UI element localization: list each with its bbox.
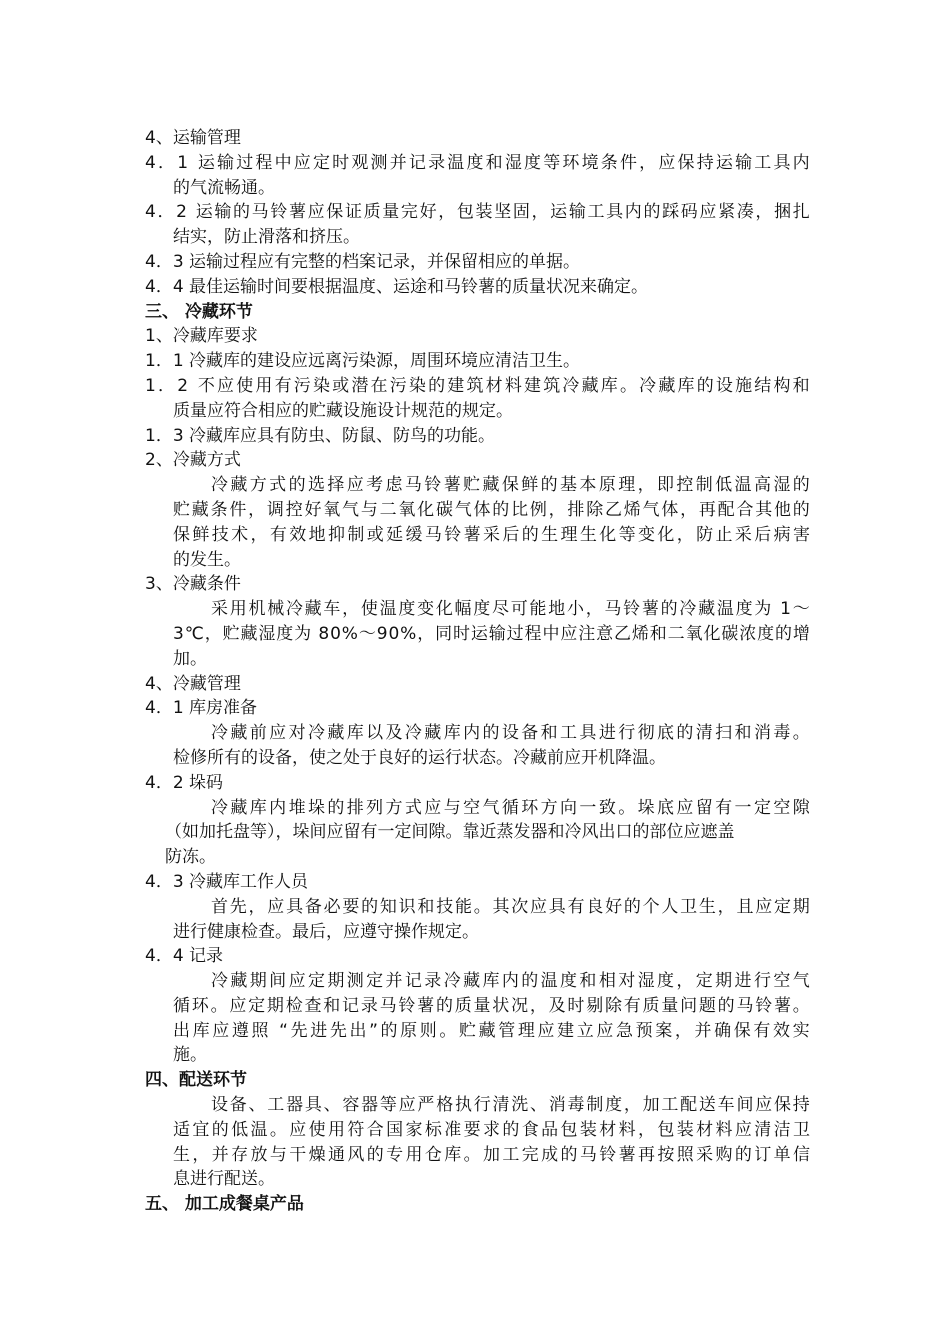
text-line: 1 ． 2 不 应 使 用 有 污 染 或 潜 在 污 染 的 建 筑 材 料 建 筑 冷 藏 库 。 冷 藏 库 的 设 施 结 构 和: [145, 375, 810, 396]
text-line: 贮 藏 条 件 ， 调 控 好 氧 气 与 二 氧 化 碳 气 体 的 比 例 ， 排 除 乙 烯 气 体 ， 再 配 合 其 他 的: [173, 499, 810, 520]
text-line: 冷 藏 库 内 堆 垛 的 排 列 方 式 应 与 空 气 循 环 方 向 一 致 。 垛 底 应 留 有 一 定 空 隙: [211, 797, 810, 818]
text-line: 保 鲜 技 术 ， 有 效 地 抑 制 或 延 缓 马 铃 薯 采 后 的 生 理 生 化 等 变 化 ， 防 止 采 后 病 害: [173, 524, 810, 545]
text-line: 3、冷藏条件: [145, 574, 241, 595]
section-heading: 四、配送环节: [145, 1070, 247, 1091]
text-line: 4．2 垛码: [145, 772, 224, 793]
document-body: [145, 126, 810, 1217]
text-line: 1、冷藏库要求: [145, 326, 258, 347]
text-line: 2、冷藏方式: [145, 450, 241, 471]
text-line: 出 库 应 遵 照 “ 先 进 先 出 ” 的 原 则 。 贮 藏 管 理 应 建 立 应 急 预 案 ， 并 确 保 有 效 实: [173, 1020, 810, 1041]
text-line: 3 ℃ ， 贮 藏 湿 度 为 8 0 % ～ 9 0 % ， 同 时 运 输 过 程 中 应 注 意 乙 烯 和 二 氧 化 碳 浓 度 的 增: [173, 623, 810, 644]
text-line: 冷 藏 期 间 应 定 期 测 定 并 记 录 冷 藏 库 内 的 温 度 和 相 对 湿 度 ， 定 期 进 行 空 气: [211, 971, 810, 992]
text-line: 4、冷藏管理: [145, 673, 241, 694]
text-line: 4．1 库房准备: [145, 698, 258, 719]
section-heading: 三、 冷藏环节: [145, 301, 253, 322]
text-line: 质量应符合相应的贮藏设施设计规范的规定。: [173, 400, 513, 421]
text-line: 生 ， 并 存 放 与 干 燥 通 风 的 专 用 仓 库 。 加 工 完 成 的 马 铃 薯 再 按 照 采 购 的 订 单 信: [173, 1144, 810, 1165]
text-line: 4．4 最佳运输时间要根据温度、运途和马铃薯的质量状况来确定。: [145, 276, 649, 297]
text-line: 冷 藏 前 应 对 冷 藏 库 以 及 冷 藏 库 内 的 设 备 和 工 具 进 行 彻 底 的 清 扫 和 消 毒 。: [211, 723, 810, 744]
text-line: 息进行配送。: [173, 1169, 275, 1190]
text-line: 首 先 ， 应 具 备 必 要 的 知 识 和 技 能 。 其 次 应 具 有 良 好 的 个 人 卫 生 ， 且 应 定 期: [211, 896, 810, 917]
text-line: 采 用 机 械 冷 藏 车 ， 使 温 度 变 化 幅 度 尽 可 能 地 小 ， 马 铃 薯 的 冷 藏 温 度 为 1 ～: [211, 599, 810, 620]
text-line: 加。: [173, 648, 207, 669]
text-line: 4．3 冷藏库工作人员: [145, 871, 309, 892]
text-line: 循 环 。 应 定 期 检 查 和 记 录 马 铃 薯 的 质 量 状 况 ， 及 时 剔 除 有 质 量 问 题 的 马 铃 薯 。: [173, 995, 810, 1016]
text-line: 4．4 记录: [145, 946, 224, 967]
text-line: 施。: [173, 1045, 207, 1066]
text-line: （如加托盘等），垛间应留有一定间隙。靠近蒸发器和冷风出口的部位应遮盖: [165, 822, 735, 843]
text-line: 4、运输管理: [145, 128, 241, 148]
section-heading: 五、 加工成餐桌产品: [145, 1194, 304, 1215]
text-line: 4．3 运输过程应有完整的档案记录，并保留相应的单据。: [145, 251, 581, 272]
text-line: 设 备 、 工 器 具 、 容 器 等 应 严 格 执 行 清 洗 、 消 毒 制 度 ， 加 工 配 送 车 间 应 保 持: [211, 1095, 810, 1116]
text-line: 1．3 冷藏库应具有防虫、防鼠、防鸟的功能。: [145, 425, 496, 446]
text-line: 1．1 冷藏库的建设应远离污染源，周围环境应清洁卫生。: [145, 351, 581, 372]
text-line: 检修所有的设备，使之处于良好的运行状态。冷藏前应开机降温。: [173, 747, 666, 768]
text-line: 结实，防止滑落和挤压。: [173, 227, 360, 248]
text-line: 的气流畅通。: [173, 177, 275, 198]
text-line: 适 宜 的 低 温 。 应 使 用 符 合 国 家 标 准 要 求 的 食 品 包 装 材 料 ， 包 装 材 料 应 清 洁 卫: [173, 1119, 810, 1140]
text-line: 冷 藏 方 式 的 选 择 应 考 虑 马 铃 薯 贮 藏 保 鲜 的 基 本 原 理 ， 即 控 制 低 温 高 湿 的: [211, 475, 810, 496]
text-line: 进行健康检查。最后，应遵守操作规定。: [173, 921, 479, 942]
text-line: 4 ． 1 运 输 过 程 中 应 定 时 观 测 并 记 录 温 度 和 湿 度 等 环 境 条 件 ， 应 保 持 运 输 工 具 内: [145, 152, 810, 173]
text-line: 的发生。: [173, 549, 241, 570]
text-line: 防冻。: [165, 847, 216, 868]
text-line: 4 ． 2 运 输 的 马 铃 薯 应 保 证 质 量 完 好 ， 包 装 坚 固 ， 运 输 工 具 内 的 踩 码 应 紧 凑 ， 捆 扎: [145, 202, 810, 223]
